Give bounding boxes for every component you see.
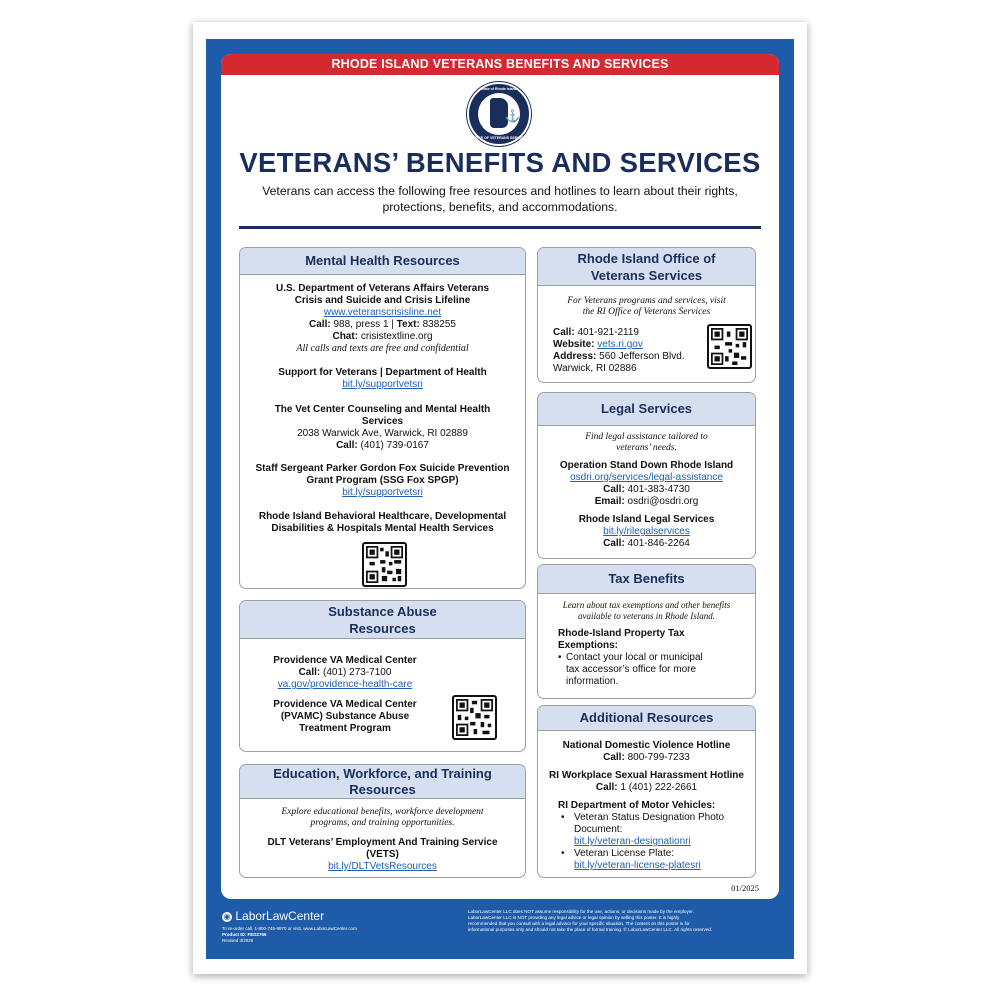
tax-subheading: Exemptions: [558,640,619,651]
osd-call-line: Call: 401-383-4730 [603,484,690,495]
ri-office-website-line: Website: vets.ri.gov [553,339,643,350]
anchor-icon: ⚓ [505,109,520,123]
tax-intro: Learn about tax exemptions and other benefits [562,600,731,610]
pvamc-program: (PVAMC) Substance Abuse [280,711,410,722]
wsh-call-line: Call: 1 (401) 222-2661 [595,782,698,793]
tax-subheading: Rhode-Island Property Tax [558,628,685,639]
rils-call-line: Call: 401-846-2264 [603,538,690,549]
page-title: VETERANS’ BENEFITS AND SERVICES [239,147,761,178]
blue-frame [206,39,794,959]
free-note: All calls and texts are free and confidential [296,343,469,354]
osd-link[interactable]: osdri.org/services/legal-assistance [570,472,723,483]
osd-email-line: Email: osdri@osdri.org [594,496,699,507]
ri-office-intro: For Veterans programs and services, visit [567,296,726,306]
bullet-icon: • [558,652,562,663]
crisis-link[interactable]: www.veteranscrisisline.net [323,307,442,318]
education-intro: Explore educational benefits, workforce development [281,807,484,817]
qr-pattern [456,699,493,736]
support-title: Support for Veterans | Department of Health [278,367,487,378]
legal-intro: veterans’ needs. [616,443,677,453]
tax-bullet: • Contact your local or municipal tax accessor’s office for more information. [558,652,703,687]
vetcenter-title: The Vet Center Counseling and Mental Health [274,404,491,415]
tax-heading: Tax Benefits [538,565,755,594]
subtitle-line: protections, benefits, and accommodations. [382,200,618,214]
qr-code-icon[interactable] [452,695,497,740]
top-banner: RHODE ISLAND VETERANS BENEFITS AND SERVICES [221,54,779,75]
vetcenter-call-line: Call: (401) 739-0167 [336,440,429,451]
ri-office-box [537,247,756,383]
pvmc-call-line: Call: (401) 273-7100 [298,667,392,678]
poster-inner [221,54,779,899]
ri-office-website-link[interactable]: vets.ri.gov [597,339,643,350]
bhddh-title: Rhode Island Behavioral Healthcare, Developmental [258,511,507,522]
dmv-designation-link[interactable]: bit.ly/veteran-designationri [574,836,691,847]
pvamc-program: Treatment Program [299,723,391,734]
tax-benefits-box [537,564,756,699]
seal-top-text: State of Rhode Island [481,87,517,91]
education-intro: programs, and training opportunities. [310,818,455,828]
mental-health-heading: Mental Health Resources [240,248,525,275]
dmv-title: RI Department of Motor Vehicles: [558,800,716,811]
pvamc-program: Providence VA Medical Center [273,699,417,710]
ri-office-heading: Rhode Island Office of Veterans Services [538,248,755,286]
vetcenter-title: Services [361,416,404,427]
ndvh-call-line: Call: 800-799-7233 [603,752,690,763]
dlt-title: (VETS) [366,849,399,860]
crisis-title: U.S. Department of Veterans Affairs Veterans [275,283,490,294]
wsh-title: RI Workplace Sexual Harassment Hotline [549,770,744,781]
rils-link[interactable]: bit.ly/rilegalservices [603,526,690,537]
state-shape-icon [490,98,520,128]
laborlawcenter-logo: ◉ LaborLawCenter [223,909,325,923]
ri-office-address-line: Address: 560 Jefferson Blvd. [553,351,685,362]
ndvh-title: National Domestic Violence Hotline [562,740,731,751]
ri-office-call-line: Call: 401-921-2119 [553,327,639,338]
education-box [239,764,526,878]
dlt-title: DLT Veterans’ Employment And Training Service [267,837,498,848]
legal-heading: Legal Services [538,393,755,426]
seal-center [478,93,520,135]
substance-abuse-box [239,600,526,752]
pvmc-link[interactable]: va.gov/providence-health-care [277,679,413,690]
ri-office-address-line2: Warwick, RI 02886 [553,363,637,374]
ri-office-intro: the RI Office of Veterans Services [582,307,711,317]
qr-code-icon[interactable] [362,542,407,587]
substance-heading: Substance Abuse Resources [240,601,525,639]
page-subtitle [241,183,759,215]
education-heading: Education, Workforce, and Training Resources [240,765,525,799]
revision-date: 01/2025 [731,883,759,893]
rils-title: Rhode Island Legal Services [578,514,715,525]
divider [239,226,761,229]
crisis-call-line: Call: 988, press 1 | Text: 838255 [309,319,456,330]
ssg-link[interactable]: bit.ly/supportvetsri [342,487,423,498]
footer-disclaimer: LaborLawCenter LLC does NOT assume responsibility for the use, actions, or decisions made by the employer. LaborLawCenter LLC is NOT providing any legal advice or legal opinion by selling this poster. It is highly recommended that you consult with a legal advisor for your specific situation. The content on this poster is for informational purposes only and should not take the place of formal training. © LaborLawCenter LLC. All rights reserved. [468,909,713,932]
legal-services-box [537,392,756,559]
support-link[interactable]: bit.ly/supportvetsri [342,379,423,390]
dmv-bullet: • Veteran Status Designation Photo Document: bit.ly/veteran-designationri [558,812,755,848]
bullet-icon: • [561,848,565,859]
veterans-services-seal-icon [467,82,531,146]
qr-code-icon[interactable] [707,324,752,369]
bhddh-title: Disabilities & Hospitals Mental Health Services [271,523,494,534]
additional-heading: Additional Resources [538,706,755,731]
ssg-title: Staff Sergeant Parker Gordon Fox Suicide Prevention [255,463,510,474]
crisis-chat-line: Chat: crisistextline.org [332,331,433,342]
tax-intro: available to veterans in Rhode Island. [578,611,715,621]
dmv-plate-link[interactable]: bit.ly/veteran-license-platesri [574,860,701,871]
osd-title: Operation Stand Down Rhode Island [559,460,734,471]
ssg-title: Grant Program (SSG Fox SPGP) [306,475,459,486]
footer-info: To re-order call, 1-800-745-9970 or visit, www.LaborLawCenter.com Product ID: FED2766 Revised 3/2025 [222,926,357,943]
globe-icon: ◉ [223,911,231,921]
pvmc-title: Providence VA Medical Center [273,655,417,666]
subtitle-line: Veterans can access the following free resources and hotlines to learn about their rights, [262,184,738,198]
poster-sheet [193,22,807,974]
bullet-icon: • [561,812,565,823]
dmv-bullet: • Veteran License Plate: bit.ly/veteran-license-platesri [558,848,755,872]
crisis-title: Crisis and Suicide and Crisis Lifeline [294,295,471,306]
qr-pattern [711,328,748,365]
qr-pattern [366,546,403,583]
additional-resources-box [537,705,756,878]
vetcenter-address: 2038 Warwick Ave, Warwick, RI 02889 [297,428,468,439]
mental-health-box [239,247,526,589]
legal-intro: Find legal assistance tailored to [585,432,708,442]
seal-bottom-text: OFFICE OF VETERANS SERVICES [470,136,528,140]
dlt-link[interactable]: bit.ly/DLTVetsResources [328,861,437,872]
